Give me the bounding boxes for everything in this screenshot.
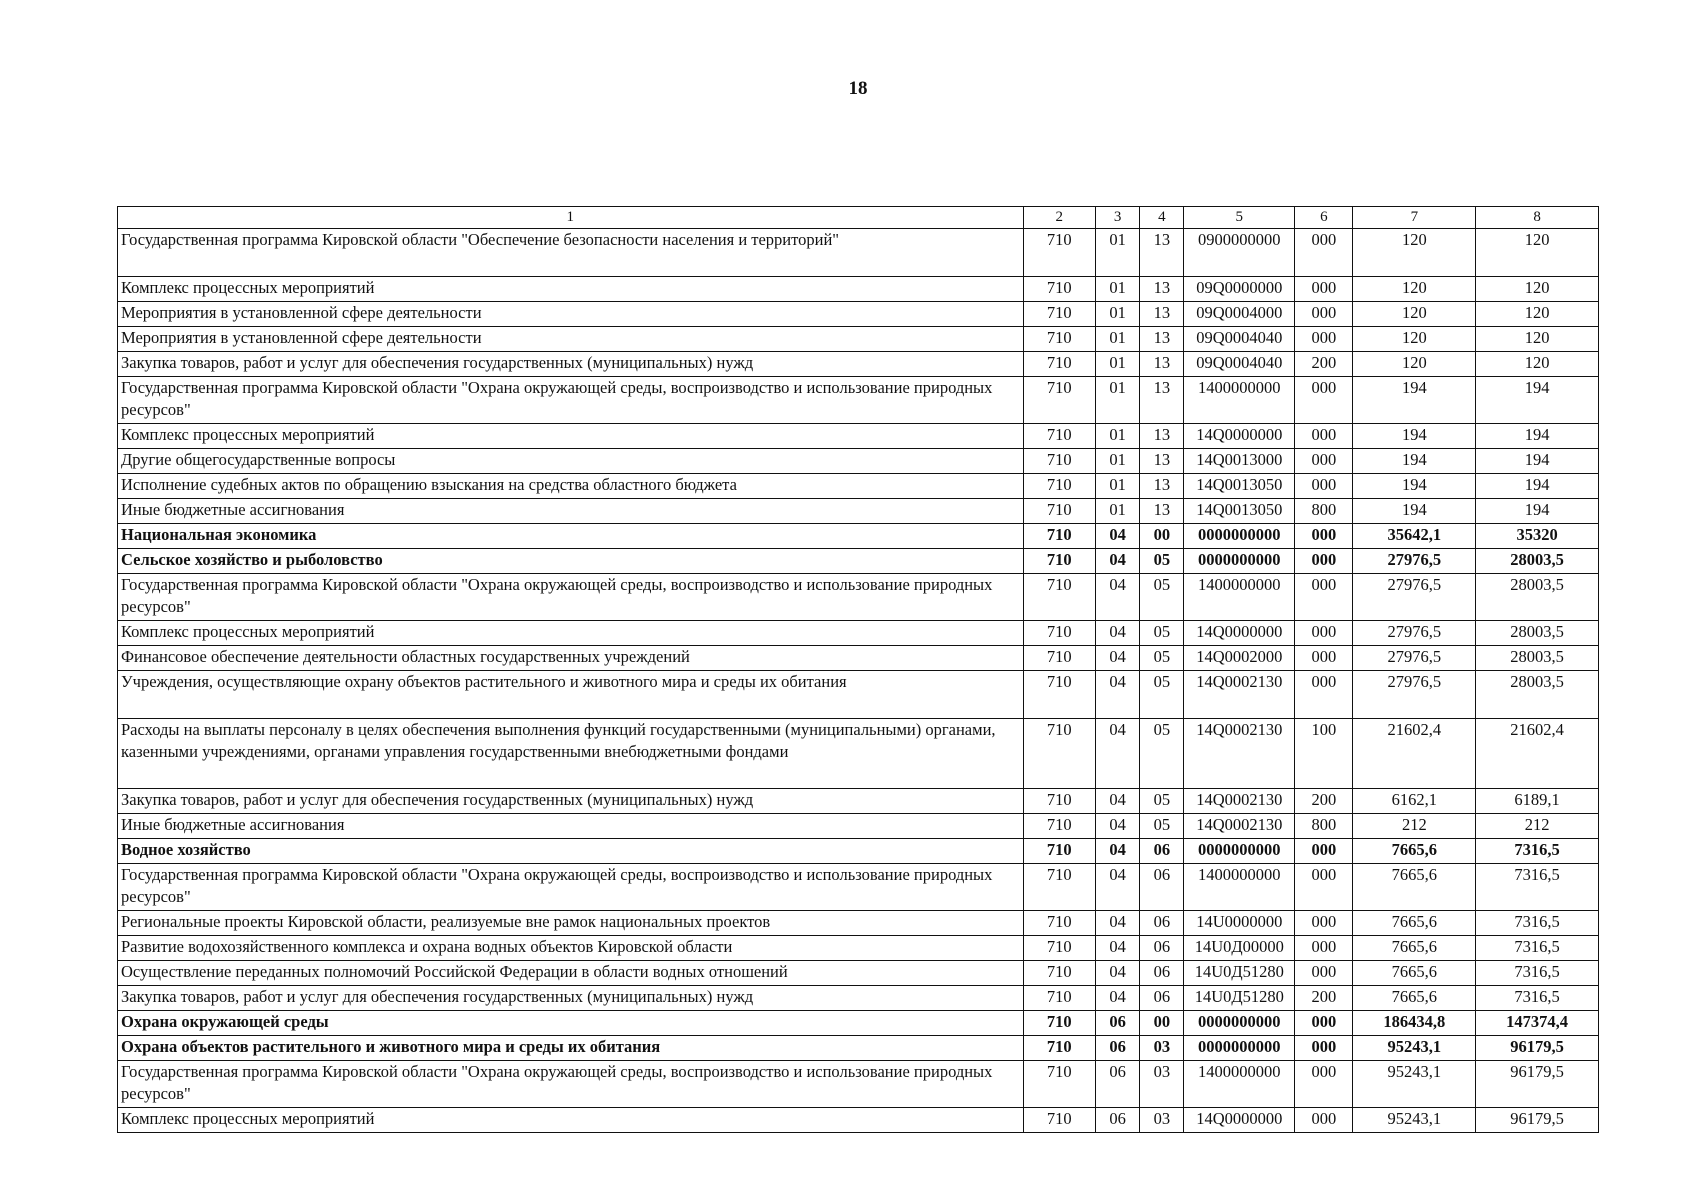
row-vr: 000: [1295, 377, 1353, 424]
row-name: Иные бюджетные ассигнования: [118, 814, 1024, 839]
row-vr: 000: [1295, 1108, 1353, 1133]
row-csr: 09Q0004040: [1184, 352, 1295, 377]
row-rz: 04: [1095, 671, 1139, 719]
row-value-2: 28003,5: [1476, 621, 1599, 646]
row-csr: 14Q0002000: [1184, 646, 1295, 671]
row-value-1: 194: [1353, 424, 1476, 449]
row-ved: 710: [1023, 377, 1095, 424]
row-vr: 200: [1295, 789, 1353, 814]
row-rz: 04: [1095, 961, 1139, 986]
row-value-2: 7316,5: [1476, 986, 1599, 1011]
row-name: Региональные проекты Кировской области, реализуемые вне рамок национальных проектов: [118, 911, 1024, 936]
row-csr: 14Q0013000: [1184, 449, 1295, 474]
row-value-2: 120: [1476, 327, 1599, 352]
row-name: Развитие водохозяйственного комплекса и охрана водных объектов Кировской области: [118, 936, 1024, 961]
row-pr: 13: [1140, 352, 1184, 377]
row-vr: 000: [1295, 277, 1353, 302]
row-ved: 710: [1023, 499, 1095, 524]
table-row: [118, 719, 1599, 789]
row-value-2: 21602,4: [1476, 719, 1599, 789]
row-value-2: 120: [1476, 277, 1599, 302]
row-name: Финансовое обеспечение деятельности областных государственных учреждений: [118, 646, 1024, 671]
row-pr: 05: [1140, 671, 1184, 719]
table-row: [118, 424, 1599, 449]
row-name: Иные бюджетные ассигнования: [118, 499, 1024, 524]
row-value-2: 147374,4: [1476, 1011, 1599, 1036]
row-pr: 06: [1140, 864, 1184, 911]
row-value-2: 120: [1476, 352, 1599, 377]
row-value-1: 212: [1353, 814, 1476, 839]
row-csr: 0000000000: [1184, 1036, 1295, 1061]
row-ved: 710: [1023, 524, 1095, 549]
header-col-1: 1: [118, 207, 1024, 229]
table-row: [118, 229, 1599, 277]
row-pr: 03: [1140, 1108, 1184, 1133]
table-row: [118, 524, 1599, 549]
row-value-1: 120: [1353, 277, 1476, 302]
table-row: [118, 911, 1599, 936]
table-row: [118, 474, 1599, 499]
row-csr: 1400000000: [1184, 574, 1295, 621]
row-ved: 710: [1023, 574, 1095, 621]
row-csr: 14Q0000000: [1184, 424, 1295, 449]
row-ved: 710: [1023, 302, 1095, 327]
row-vr: 000: [1295, 646, 1353, 671]
row-value-1: 95243,1: [1353, 1036, 1476, 1061]
row-pr: 13: [1140, 499, 1184, 524]
table-row: [118, 277, 1599, 302]
row-pr: 13: [1140, 302, 1184, 327]
row-rz: 01: [1095, 449, 1139, 474]
row-rz: 04: [1095, 839, 1139, 864]
row-vr: 000: [1295, 302, 1353, 327]
row-ved: 710: [1023, 646, 1095, 671]
row-value-1: 7665,6: [1353, 936, 1476, 961]
row-value-2: 7316,5: [1476, 839, 1599, 864]
row-ved: 710: [1023, 719, 1095, 789]
row-rz: 01: [1095, 277, 1139, 302]
row-ved: 710: [1023, 1061, 1095, 1108]
row-name: Учреждения, осуществляющие охрану объектов растительного и животного мира и среды их обитания: [118, 671, 1024, 719]
row-csr: 14U0Д51280: [1184, 961, 1295, 986]
row-value-1: 194: [1353, 377, 1476, 424]
table-row: [118, 499, 1599, 524]
row-vr: 000: [1295, 671, 1353, 719]
row-value-1: 120: [1353, 229, 1476, 277]
row-rz: 04: [1095, 549, 1139, 574]
row-value-2: 120: [1476, 302, 1599, 327]
row-ved: 710: [1023, 1011, 1095, 1036]
row-value-1: 120: [1353, 302, 1476, 327]
row-value-1: 21602,4: [1353, 719, 1476, 789]
row-value-2: 7316,5: [1476, 911, 1599, 936]
row-rz: 04: [1095, 524, 1139, 549]
table-row: [118, 839, 1599, 864]
row-value-1: 6162,1: [1353, 789, 1476, 814]
table-row: [118, 961, 1599, 986]
row-vr: 000: [1295, 549, 1353, 574]
row-vr: 000: [1295, 524, 1353, 549]
page-number: 18: [848, 78, 868, 99]
row-pr: 13: [1140, 424, 1184, 449]
row-value-2: 194: [1476, 474, 1599, 499]
row-csr: 0000000000: [1184, 1011, 1295, 1036]
table-row: [118, 1108, 1599, 1133]
row-csr: 14Q0013050: [1184, 474, 1295, 499]
row-value-1: 27976,5: [1353, 549, 1476, 574]
table-row: [118, 327, 1599, 352]
table-row: [118, 789, 1599, 814]
row-vr: 200: [1295, 352, 1353, 377]
row-rz: 01: [1095, 302, 1139, 327]
row-value-2: 28003,5: [1476, 671, 1599, 719]
row-value-2: 7316,5: [1476, 864, 1599, 911]
row-vr: 000: [1295, 936, 1353, 961]
row-ved: 710: [1023, 671, 1095, 719]
row-pr: 13: [1140, 377, 1184, 424]
header-col-8: 8: [1476, 207, 1599, 229]
header-col-5: 5: [1184, 207, 1295, 229]
row-ved: 710: [1023, 864, 1095, 911]
row-name: Закупка товаров, работ и услуг для обеспечения государственных (муниципальных) нужд: [118, 986, 1024, 1011]
row-vr: 000: [1295, 911, 1353, 936]
row-csr: 14U0Д51280: [1184, 986, 1295, 1011]
row-vr: 800: [1295, 499, 1353, 524]
row-value-2: 96179,5: [1476, 1108, 1599, 1133]
row-value-2: 194: [1476, 449, 1599, 474]
row-value-2: 28003,5: [1476, 574, 1599, 621]
row-csr: 1400000000: [1184, 377, 1295, 424]
row-pr: 00: [1140, 524, 1184, 549]
row-value-1: 194: [1353, 449, 1476, 474]
table-row: [118, 864, 1599, 911]
row-ved: 710: [1023, 814, 1095, 839]
row-ved: 710: [1023, 911, 1095, 936]
row-value-1: 95243,1: [1353, 1108, 1476, 1133]
row-value-1: 186434,8: [1353, 1011, 1476, 1036]
row-csr: 14Q0000000: [1184, 1108, 1295, 1133]
row-csr: 14Q0013050: [1184, 499, 1295, 524]
row-rz: 01: [1095, 327, 1139, 352]
header-col-7: 7: [1353, 207, 1476, 229]
budget-table: [117, 206, 1599, 1133]
row-name: Государственная программа Кировской области "Охрана окружающей среды, воспроизводство и использование природных ресурсов": [118, 864, 1024, 911]
table-row: [118, 352, 1599, 377]
row-vr: 000: [1295, 1036, 1353, 1061]
row-vr: 000: [1295, 864, 1353, 911]
row-csr: 14Q0002130: [1184, 814, 1295, 839]
row-value-2: 96179,5: [1476, 1061, 1599, 1108]
table-row: [118, 1011, 1599, 1036]
table-row: [118, 646, 1599, 671]
row-value-1: 27976,5: [1353, 621, 1476, 646]
row-rz: 04: [1095, 814, 1139, 839]
row-value-1: 95243,1: [1353, 1061, 1476, 1108]
row-vr: 000: [1295, 839, 1353, 864]
row-name: Мероприятия в установленной сфере деятельности: [118, 327, 1024, 352]
row-value-2: 212: [1476, 814, 1599, 839]
row-ved: 710: [1023, 961, 1095, 986]
row-pr: 13: [1140, 449, 1184, 474]
row-name: Охрана окружающей среды: [118, 1011, 1024, 1036]
row-value-1: 27976,5: [1353, 646, 1476, 671]
row-csr: 09Q0000000: [1184, 277, 1295, 302]
row-vr: 000: [1295, 1011, 1353, 1036]
row-vr: 000: [1295, 574, 1353, 621]
row-ved: 710: [1023, 474, 1095, 499]
row-vr: 000: [1295, 449, 1353, 474]
row-value-2: 194: [1476, 424, 1599, 449]
row-rz: 01: [1095, 352, 1139, 377]
row-pr: 13: [1140, 474, 1184, 499]
row-ved: 710: [1023, 1108, 1095, 1133]
row-ved: 710: [1023, 424, 1095, 449]
row-value-1: 35642,1: [1353, 524, 1476, 549]
header-col-2: 2: [1023, 207, 1095, 229]
row-rz: 04: [1095, 646, 1139, 671]
table-row: [118, 574, 1599, 621]
row-value-1: 27976,5: [1353, 574, 1476, 621]
row-pr: 03: [1140, 1036, 1184, 1061]
row-name: Осуществление переданных полномочий Российской Федерации в области водных отношений: [118, 961, 1024, 986]
row-vr: 000: [1295, 424, 1353, 449]
row-pr: 13: [1140, 229, 1184, 277]
row-name: Мероприятия в установленной сфере деятельности: [118, 302, 1024, 327]
row-value-1: 7665,6: [1353, 864, 1476, 911]
table-row: [118, 986, 1599, 1011]
row-name: Водное хозяйство: [118, 839, 1024, 864]
row-rz: 04: [1095, 911, 1139, 936]
row-csr: 14Q0000000: [1184, 621, 1295, 646]
row-value-1: 194: [1353, 474, 1476, 499]
row-vr: 000: [1295, 474, 1353, 499]
row-value-2: 6189,1: [1476, 789, 1599, 814]
row-ved: 710: [1023, 621, 1095, 646]
row-pr: 05: [1140, 789, 1184, 814]
row-rz: 06: [1095, 1011, 1139, 1036]
row-name: Сельское хозяйство и рыболовство: [118, 549, 1024, 574]
table-row: [118, 621, 1599, 646]
row-pr: 05: [1140, 646, 1184, 671]
row-ved: 710: [1023, 277, 1095, 302]
row-csr: 14Q0002130: [1184, 671, 1295, 719]
row-pr: 13: [1140, 327, 1184, 352]
row-csr: 0000000000: [1184, 549, 1295, 574]
table-row: [118, 671, 1599, 719]
row-value-2: 96179,5: [1476, 1036, 1599, 1061]
row-rz: 01: [1095, 474, 1139, 499]
row-rz: 01: [1095, 424, 1139, 449]
row-name: Комплекс процессных мероприятий: [118, 1108, 1024, 1133]
row-name: Закупка товаров, работ и услуг для обеспечения государственных (муниципальных) нужд: [118, 352, 1024, 377]
row-name: Комплекс процессных мероприятий: [118, 621, 1024, 646]
row-csr: 14U0Д00000: [1184, 936, 1295, 961]
row-value-2: 28003,5: [1476, 646, 1599, 671]
row-pr: 05: [1140, 814, 1184, 839]
row-vr: 200: [1295, 986, 1353, 1011]
row-rz: 06: [1095, 1036, 1139, 1061]
row-name: Закупка товаров, работ и услуг для обеспечения государственных (муниципальных) нужд: [118, 789, 1024, 814]
row-vr: 000: [1295, 1061, 1353, 1108]
row-value-1: 120: [1353, 327, 1476, 352]
row-value-1: 7665,6: [1353, 961, 1476, 986]
row-value-2: 7316,5: [1476, 961, 1599, 986]
row-value-2: 194: [1476, 499, 1599, 524]
row-csr: 1400000000: [1184, 864, 1295, 911]
row-name: Национальная экономика: [118, 524, 1024, 549]
row-value-2: 28003,5: [1476, 549, 1599, 574]
row-value-2: 7316,5: [1476, 936, 1599, 961]
row-name: Исполнение судебных актов по обращению взыскания на средства областного бюджета: [118, 474, 1024, 499]
row-pr: 06: [1140, 911, 1184, 936]
row-ved: 710: [1023, 327, 1095, 352]
row-rz: 04: [1095, 789, 1139, 814]
header-col-4: 4: [1140, 207, 1184, 229]
header-col-3: 3: [1095, 207, 1139, 229]
row-rz: 04: [1095, 621, 1139, 646]
row-ved: 710: [1023, 1036, 1095, 1061]
header-col-6: 6: [1295, 207, 1353, 229]
row-pr: 05: [1140, 549, 1184, 574]
row-value-1: 120: [1353, 352, 1476, 377]
row-name: Другие общегосударственные вопросы: [118, 449, 1024, 474]
row-ved: 710: [1023, 352, 1095, 377]
row-rz: 04: [1095, 719, 1139, 789]
row-csr: 14U0000000: [1184, 911, 1295, 936]
row-rz: 04: [1095, 936, 1139, 961]
row-rz: 04: [1095, 986, 1139, 1011]
row-ved: 710: [1023, 986, 1095, 1011]
row-ved: 710: [1023, 449, 1095, 474]
row-ved: 710: [1023, 549, 1095, 574]
row-pr: 06: [1140, 986, 1184, 1011]
table-row: [118, 377, 1599, 424]
row-pr: 05: [1140, 574, 1184, 621]
row-value-1: 7665,6: [1353, 986, 1476, 1011]
row-name: Государственная программа Кировской области "Охрана окружающей среды, воспроизводство и использование природных ресурсов": [118, 574, 1024, 621]
row-vr: 000: [1295, 621, 1353, 646]
row-rz: 01: [1095, 377, 1139, 424]
row-csr: 14Q0002130: [1184, 719, 1295, 789]
row-value-1: 194: [1353, 499, 1476, 524]
row-pr: 06: [1140, 936, 1184, 961]
row-name: Охрана объектов растительного и животного мира и среды их обитания: [118, 1036, 1024, 1061]
row-rz: 04: [1095, 864, 1139, 911]
table-row: [118, 814, 1599, 839]
row-ved: 710: [1023, 229, 1095, 277]
table-row: [118, 1036, 1599, 1061]
row-value-2: 120: [1476, 229, 1599, 277]
row-value-2: 35320: [1476, 524, 1599, 549]
table-row: [118, 549, 1599, 574]
row-rz: 01: [1095, 499, 1139, 524]
row-rz: 04: [1095, 574, 1139, 621]
row-ved: 710: [1023, 839, 1095, 864]
row-vr: 100: [1295, 719, 1353, 789]
row-ved: 710: [1023, 789, 1095, 814]
row-rz: 06: [1095, 1108, 1139, 1133]
row-ved: 710: [1023, 936, 1095, 961]
row-csr: 0000000000: [1184, 524, 1295, 549]
row-csr: 09Q0004000: [1184, 302, 1295, 327]
table-row: [118, 936, 1599, 961]
row-name: Расходы на выплаты персоналу в целях обеспечения выполнения функций государственными (муниципальными) органами, казенными учреждениями, органами управления государственными внебюджетными фондами: [118, 719, 1024, 789]
row-csr: 1400000000: [1184, 1061, 1295, 1108]
row-name: Комплекс процессных мероприятий: [118, 424, 1024, 449]
row-name: Государственная программа Кировской области "Обеспечение безопасности населения и территорий": [118, 229, 1024, 277]
table-body: [118, 229, 1599, 1133]
row-vr: 000: [1295, 961, 1353, 986]
row-csr: 09Q0004040: [1184, 327, 1295, 352]
row-value-2: 194: [1476, 377, 1599, 424]
row-rz: 06: [1095, 1061, 1139, 1108]
table-row: [118, 1061, 1599, 1108]
row-vr: 800: [1295, 814, 1353, 839]
table-row: [118, 449, 1599, 474]
row-csr: 0900000000: [1184, 229, 1295, 277]
row-name: Государственная программа Кировской области "Охрана окружающей среды, воспроизводство и использование природных ресурсов": [118, 377, 1024, 424]
row-value-1: 7665,6: [1353, 911, 1476, 936]
row-name: Государственная программа Кировской области "Охрана окружающей среды, воспроизводство и использование природных ресурсов": [118, 1061, 1024, 1108]
header-row: [118, 207, 1599, 229]
row-pr: 06: [1140, 961, 1184, 986]
row-name: Комплекс процессных мероприятий: [118, 277, 1024, 302]
table-row: [118, 302, 1599, 327]
row-pr: 00: [1140, 1011, 1184, 1036]
row-csr: 14Q0002130: [1184, 789, 1295, 814]
row-vr: 000: [1295, 229, 1353, 277]
row-pr: 05: [1140, 621, 1184, 646]
row-pr: 06: [1140, 839, 1184, 864]
row-vr: 000: [1295, 327, 1353, 352]
row-pr: 03: [1140, 1061, 1184, 1108]
row-csr: 0000000000: [1184, 839, 1295, 864]
row-pr: 13: [1140, 277, 1184, 302]
row-rz: 01: [1095, 229, 1139, 277]
row-pr: 05: [1140, 719, 1184, 789]
row-value-1: 27976,5: [1353, 671, 1476, 719]
row-value-1: 7665,6: [1353, 839, 1476, 864]
